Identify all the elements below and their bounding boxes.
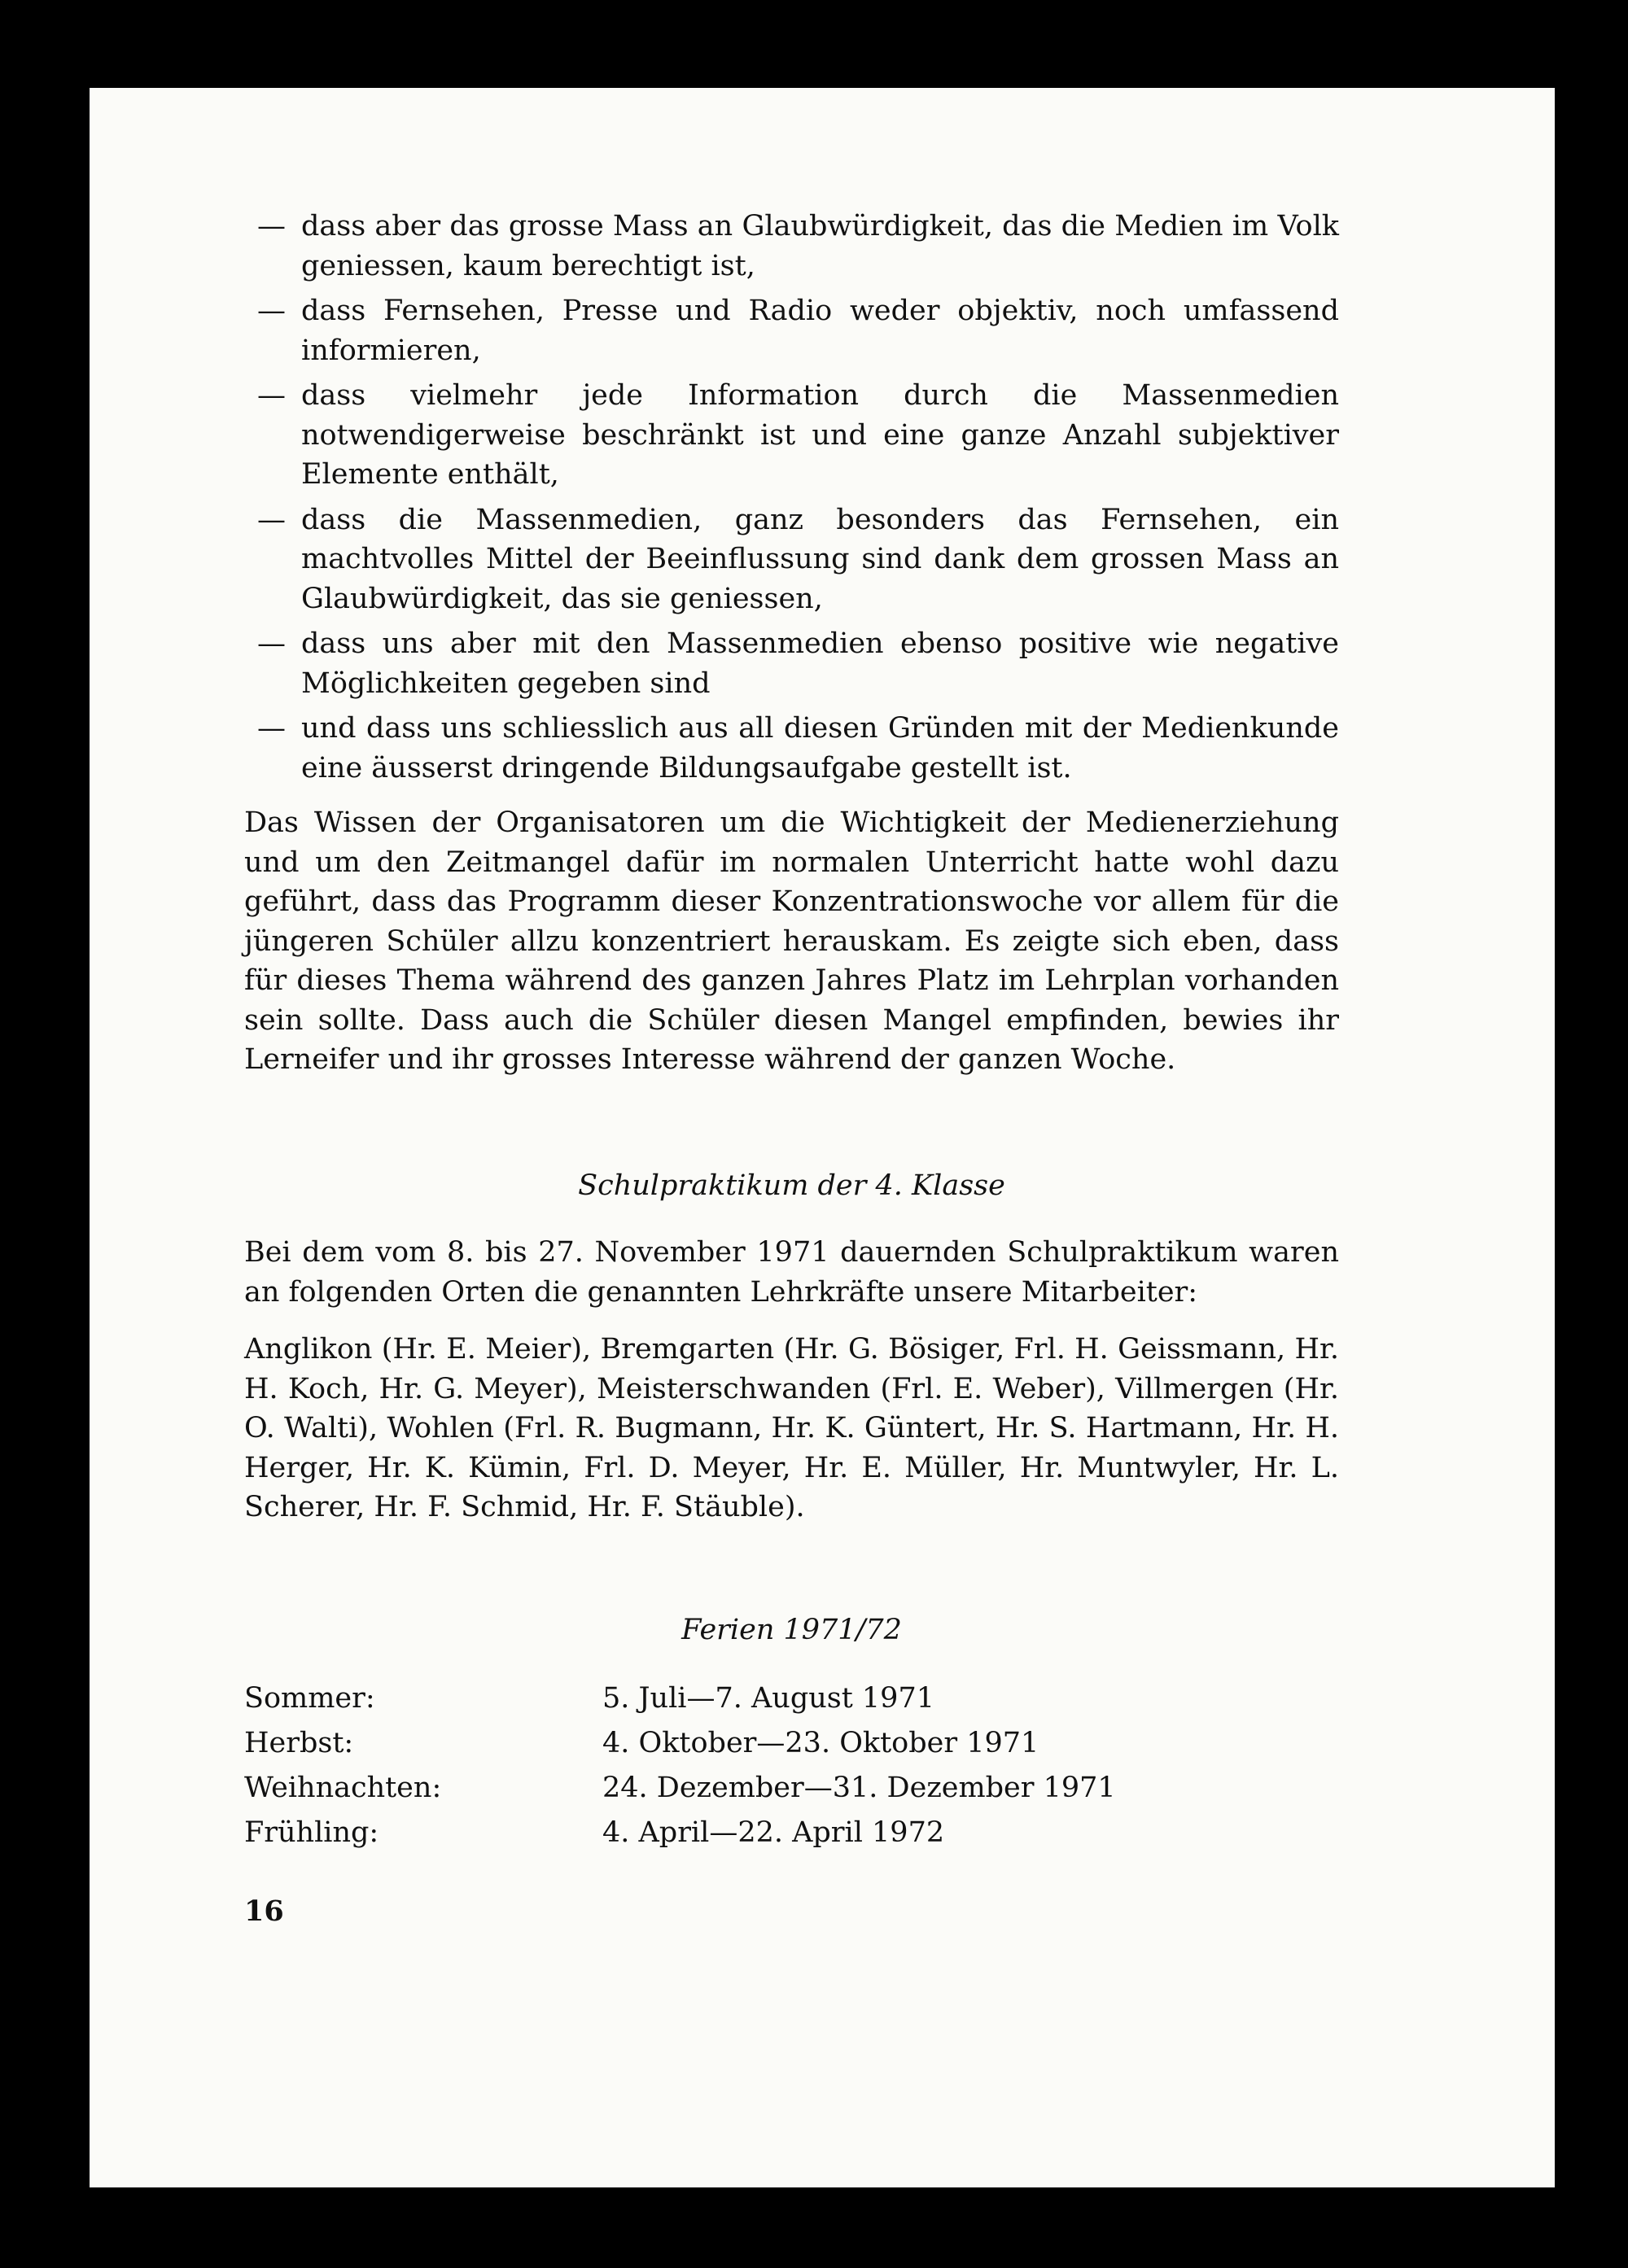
season-label: Frühling: <box>244 1816 379 1849</box>
season-label: Weihnachten: <box>244 1772 442 1804</box>
bullet-item <box>244 207 1339 286</box>
dash-marker: — <box>257 712 286 745</box>
ferien-table <box>244 1679 1116 1858</box>
dash-marker: — <box>257 379 286 412</box>
page-number: 16 <box>244 1894 284 1928</box>
bullet-text: dass uns aber mit den Massenmedien ebenso positive wie negative Möglichkeiten gegeben sind <box>301 627 1339 700</box>
bullet-list <box>244 207 1339 788</box>
season-dates: 4. Oktober—23. Oktober 1971 <box>602 1727 1039 1759</box>
page-content <box>244 207 1339 1932</box>
season-label: Sommer: <box>244 1682 375 1715</box>
bullet-text: dass aber das grosse Mass an Glaubwürdigkeit, das die Medien im Volk geniessen, kaum berechtigt ist, <box>301 210 1339 282</box>
bullet-text: dass vielmehr jede Information durch die Massenmedien notwendigerweise beschränkt ist und eine ganze Anzahl subjektiver Elemente enthält, <box>301 379 1339 491</box>
ferien-heading: Ferien 1971/72 <box>681 1613 902 1646</box>
bullet-item <box>244 376 1339 495</box>
dash-marker: — <box>257 295 286 327</box>
ferien-row <box>244 1813 1116 1858</box>
season-dates: 24. Dezember—31. Dezember 1971 <box>602 1772 1116 1804</box>
dash-marker: — <box>257 503 286 536</box>
ferien-row <box>244 1768 1116 1813</box>
season-dates: 5. Juli—7. August 1971 <box>602 1682 934 1715</box>
schulpraktikum-intro: Bei dem vom 8. bis 27. November 1971 dauernden Schulpraktikum waren an folgenden Orten die genannten Lehrkräfte unsere Mitarbeiter: <box>244 1236 1339 1309</box>
schulpraktikum-heading: Schulpraktikum der 4. Klasse <box>578 1169 1005 1202</box>
bullet-item <box>244 624 1339 703</box>
ferien-row <box>244 1724 1116 1768</box>
ferien-row <box>244 1679 1116 1724</box>
schulpraktikum-teacher-list: Anglikon (Hr. E. Meier), Bremgarten (Hr. G. Bösiger, Frl. H. Geissmann, Hr. H. Koch, Hr. G. Meyer), Meisterschwanden (Frl. E. Weber), Villmergen (Hr. O. Walti), Wohlen (Frl. R. Bugmann, Hr. K. Güntert, Hr. S. Hartmann, Hr. H. Herger, Hr. K. Kümin, Frl. D. Meyer, Hr. E. Müller, Hr. Muntwyler, Hr. L. Scherer, Hr. F. Schmid, Hr. F. Stäuble). <box>244 1333 1339 1523</box>
scanned-page <box>90 88 1555 2187</box>
bullet-text: dass die Massenmedien, ganz besonders das Fernsehen, ein machtvolles Mittel der Beeinflussung sind dank dem grossen Mass an Glaubwürdigkeit, das sie geniessen, <box>301 503 1339 615</box>
bullet-text: dass Fernsehen, Presse und Radio weder objektiv, noch umfassend informieren, <box>301 295 1339 367</box>
main-paragraph: Das Wissen der Organisatoren um die Wichtigkeit der Medienerziehung und um den Zeitmangel dafür im normalen Unterricht hatte wohl dazu geführt, dass das Programm dieser Konzentrationswoche vor allem für die jüngeren Schüler allzu konzentriert herauskam. Es zeigte sich eben, dass für dieses Thema während des ganzen Jahres Platz im Lehrplan vorhanden sein sollte. Dass auch die Schüler diesen Mangel empfinden, bewies ihr Lerneifer und ihr grosses Interesse während der ganzen Woche. <box>244 806 1339 1076</box>
bullet-text: und dass uns schliesslich aus all diesen Gründen mit der Medienkunde eine äusserst dringende Bildungsaufgabe gestellt ist. <box>301 712 1339 784</box>
bullet-item <box>244 500 1339 619</box>
dash-marker: — <box>257 627 286 660</box>
bullet-item <box>244 291 1339 370</box>
season-label: Herbst: <box>244 1727 354 1759</box>
season-dates: 4. April—22. April 1972 <box>602 1816 945 1849</box>
dash-marker: — <box>257 210 286 243</box>
bullet-item <box>244 709 1339 788</box>
